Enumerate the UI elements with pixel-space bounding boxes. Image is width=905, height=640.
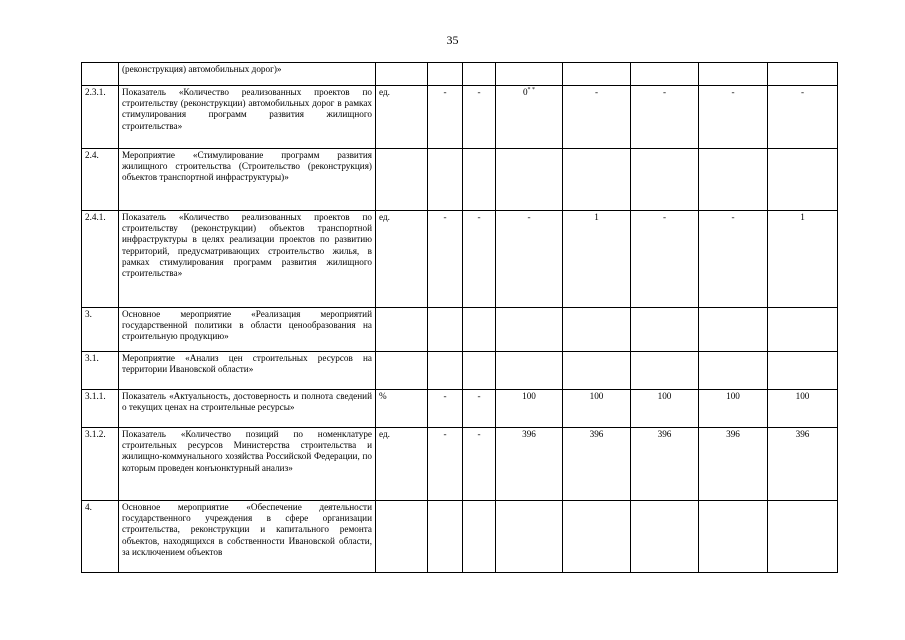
row-value <box>463 308 496 352</box>
row-value <box>699 308 768 352</box>
row-value: - <box>428 390 463 428</box>
row-value <box>463 501 496 573</box>
row-value <box>428 149 463 211</box>
row-value <box>699 149 768 211</box>
row-value: - <box>631 211 699 308</box>
row-value: - <box>463 211 496 308</box>
footnote-mark: * * <box>527 86 536 93</box>
row-value: - <box>428 86 463 149</box>
row-value <box>563 149 631 211</box>
row-value <box>699 352 768 390</box>
row-value: - <box>463 428 496 501</box>
row-value <box>768 308 838 352</box>
table-row <box>82 308 838 352</box>
row-value <box>631 501 699 573</box>
row-value: - <box>463 390 496 428</box>
row-value <box>428 308 463 352</box>
row-unit <box>376 63 428 86</box>
row-value <box>496 308 563 352</box>
row-unit <box>376 352 428 390</box>
row-value: - <box>699 86 768 149</box>
row-value <box>496 63 563 86</box>
row-value <box>428 352 463 390</box>
row-description: Основное мероприятие «Обеспечение деятельности государственного учреждения в сфере организации строительства, реконструкции и капитального ремонта объектов, находящихся в собственности Ивановской области, за исключением объектов <box>119 501 376 573</box>
row-description: Показатель «Количество позиций по номенклатуре строительных ресурсов Министерства строительства и жилищно-коммунального хозяйства Российской Федерации, по которым проведен конъюнктурный анализ» <box>119 428 376 501</box>
row-code: 3.1.2. <box>82 428 119 501</box>
row-unit <box>376 501 428 573</box>
row-code: 3. <box>82 308 119 352</box>
row-unit <box>376 149 428 211</box>
row-value: 100 <box>563 390 631 428</box>
row-value <box>768 352 838 390</box>
row-value: 0 <box>522 87 528 97</box>
row-value: - <box>428 428 463 501</box>
row-value <box>496 501 563 573</box>
row-value: 396 <box>563 428 631 501</box>
row-description: Основное мероприятие «Реализация мероприятий государственной политики в области ценообразования на строительную продукцию» <box>119 308 376 352</box>
row-value <box>563 308 631 352</box>
row-value <box>768 149 838 211</box>
row-unit: ед. <box>376 211 428 308</box>
row-value <box>563 501 631 573</box>
row-value: - <box>563 86 631 149</box>
row-value <box>631 352 699 390</box>
table-row <box>82 149 838 211</box>
row-description: Показатель «Актуальность, достоверность и полнота сведений о текущих ценах на строительные ресурсы» <box>119 390 376 428</box>
row-description: Показатель «Количество реализованных проектов по строительству (реконструкции) объектов транспортной инфраструктуры в целях реализации проектов по развитию территорий, предусматривающих строительство жилья, в рамках стимулирования программ развития жилищного строительства» <box>119 211 376 308</box>
row-value <box>428 63 463 86</box>
table-row <box>82 63 838 86</box>
table-row <box>82 352 838 390</box>
row-value <box>768 63 838 86</box>
table-row <box>82 86 838 149</box>
row-description: (реконструкция) автомобильных дорог)» <box>119 63 376 86</box>
row-unit: ед. <box>376 428 428 501</box>
row-value <box>496 149 563 211</box>
row-value: 100 <box>699 390 768 428</box>
row-value-cell <box>496 86 563 149</box>
row-code <box>82 63 119 86</box>
row-unit <box>376 308 428 352</box>
page-number: 35 <box>446 33 459 47</box>
row-value: - <box>768 86 838 149</box>
row-value: 1 <box>563 211 631 308</box>
row-unit: % <box>376 390 428 428</box>
row-value <box>631 308 699 352</box>
row-code: 4. <box>82 501 119 573</box>
row-value <box>631 63 699 86</box>
row-value <box>768 501 838 573</box>
table-row <box>82 211 838 308</box>
row-value <box>699 501 768 573</box>
row-value: - <box>496 211 563 308</box>
row-code: 2.3.1. <box>82 86 119 149</box>
row-value: 396 <box>631 428 699 501</box>
row-value: 396 <box>699 428 768 501</box>
row-value: 100 <box>631 390 699 428</box>
table-row <box>82 390 838 428</box>
row-value <box>699 63 768 86</box>
row-description: Мероприятие «Стимулирование программ развития жилищного строительства (Строительство (реконструкция) объектов транспортной инфраструктуры)» <box>119 149 376 211</box>
row-code: 3.1. <box>82 352 119 390</box>
row-unit: ед. <box>376 86 428 149</box>
row-code: 2.4. <box>82 149 119 211</box>
row-value: - <box>699 211 768 308</box>
row-value: - <box>463 86 496 149</box>
row-value <box>631 149 699 211</box>
row-value <box>563 63 631 86</box>
row-value <box>463 149 496 211</box>
row-code: 3.1.1. <box>82 390 119 428</box>
row-value <box>563 352 631 390</box>
row-value: - <box>428 211 463 308</box>
row-value: - <box>631 86 699 149</box>
program-indicators-table <box>81 62 838 573</box>
table-row <box>82 428 838 501</box>
row-value: 100 <box>768 390 838 428</box>
row-description: Мероприятие «Анализ цен строительных ресурсов на территории Ивановской области» <box>119 352 376 390</box>
row-description: Показатель «Количество реализованных проектов по строительству (реконструкции) автомобильных дорог в рамках стимулирования программ развития жилищного строительства» <box>119 86 376 149</box>
row-value <box>428 501 463 573</box>
row-value <box>463 63 496 86</box>
row-value: 1 <box>768 211 838 308</box>
row-code: 2.4.1. <box>82 211 119 308</box>
row-value <box>463 352 496 390</box>
table-row <box>82 501 838 573</box>
row-value: 100 <box>496 390 563 428</box>
row-value <box>496 352 563 390</box>
row-value: 396 <box>496 428 563 501</box>
row-value: 396 <box>768 428 838 501</box>
